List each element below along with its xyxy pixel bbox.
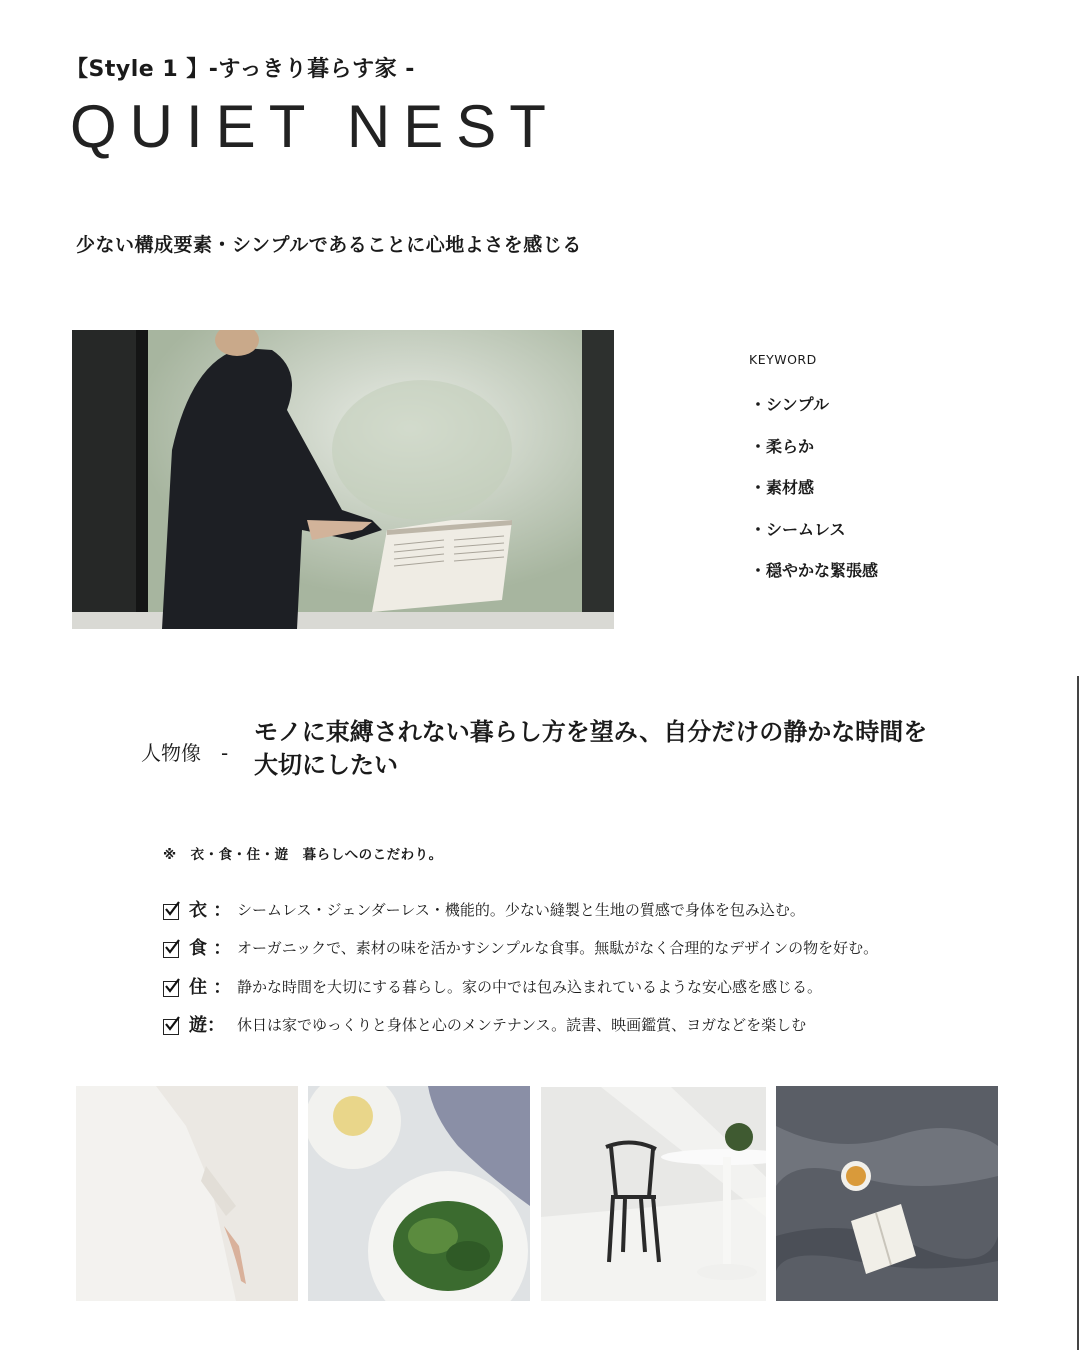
persona-text-line: 大切にしたい: [254, 751, 398, 779]
photo-food: [308, 1086, 530, 1301]
keyword-item: ・穏やかな緊張感: [750, 561, 879, 580]
keyword-item: ・シームレス: [750, 519, 846, 539]
concept-text: 少ない構成要素・シンプルであることに心地よさを感じる: [76, 234, 582, 256]
lifestyle-row-leisure: [163, 1009, 806, 1039]
hero-photo-woman-reading: [72, 330, 614, 629]
lifestyle-row-food: [163, 932, 878, 962]
photo-clothing: [76, 1086, 298, 1301]
page-title: QUIET NEST: [70, 93, 559, 160]
keyword-item: ・柔らか: [750, 436, 815, 456]
checkbox-icon: [163, 1019, 179, 1035]
page-edge-line: [1077, 676, 1079, 1350]
lifestyle-category: 住 ：: [189, 977, 232, 998]
lifestyle-category: 衣 ：: [189, 900, 232, 921]
photo-chair: [541, 1087, 766, 1301]
lifestyle-category: 食 ：: [189, 938, 232, 959]
checkbox-icon: [163, 904, 179, 920]
persona-label: 人物像 -: [141, 741, 229, 765]
keyword-title: KEYWORD: [749, 352, 817, 367]
lifestyle-category: 遊：: [189, 1015, 225, 1036]
keyword-item: ・素材感: [750, 478, 815, 497]
lifestyle-description: 休日は家でゆっくりと身体と心のメンテナンス。読書、映画鑑賞、ヨガなどを楽しむ: [237, 1015, 807, 1034]
lifestyle-description: 静かな時間を大切にする暮らし。家の中では包み込まれているような安心感を感じる。: [237, 977, 823, 996]
lifestyle-description: オーガニックで、素材の味を活かすシンプルな食事。無駄がなく合理的なデザインの物を好む。: [237, 938, 879, 957]
checkbox-icon: [163, 942, 179, 958]
lifestyle-row-home: [163, 971, 822, 1001]
photo-bed: [776, 1086, 998, 1301]
keyword-list: [750, 392, 878, 600]
lifestyle-row-clothing: [163, 894, 805, 924]
keyword-item: ・シンプル: [750, 395, 829, 414]
checkbox-icon: [163, 981, 179, 997]
persona-text: [254, 716, 1014, 782]
lifestyle-description: シームレス・ジェンダーレス・機能的。少ない縫製と生地の質感で身体を包み込む。: [237, 900, 805, 919]
lifestyle-note: ※ 衣・食・住・遊 暮らしへのこだわり。: [163, 847, 443, 863]
style-label: 【Style 1 】-すっきり暮らす家 -: [66, 57, 415, 82]
persona-text-line: モノに束縛されない暮らし方を望み、自分だけの静かな時間を: [254, 718, 928, 746]
